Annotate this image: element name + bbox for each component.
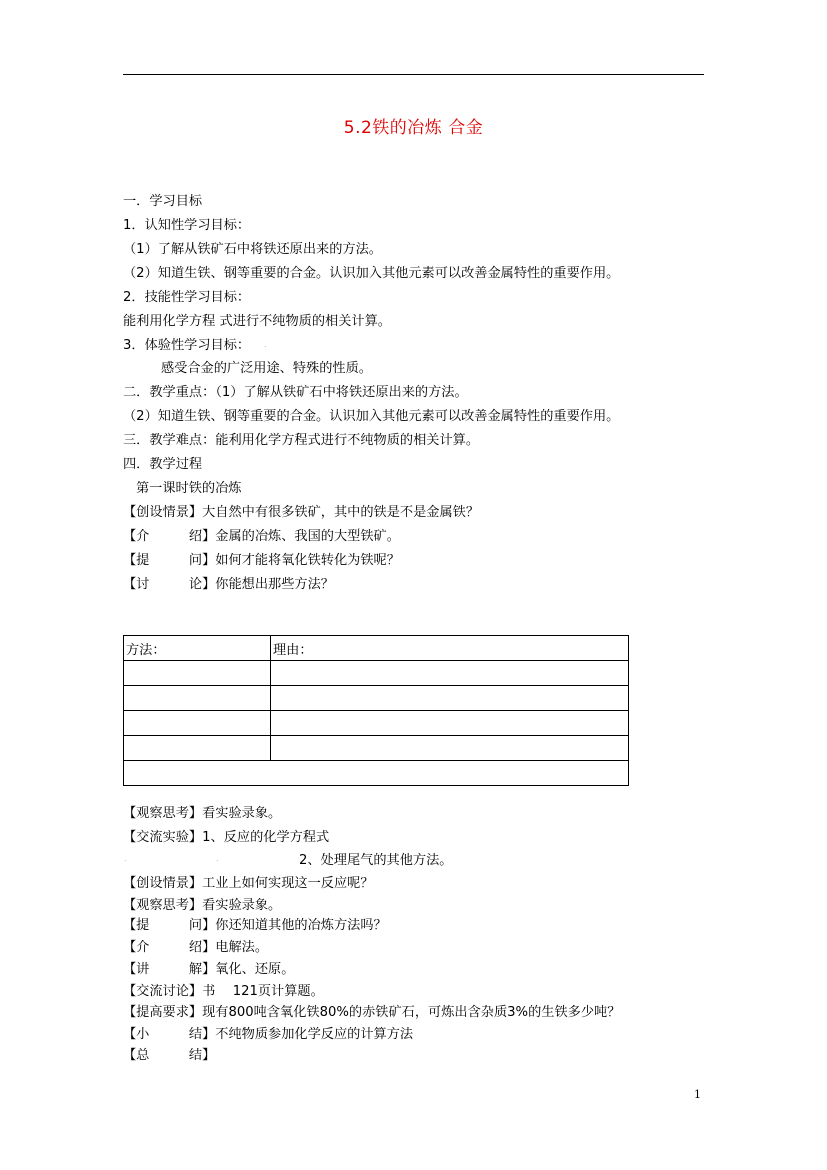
lesson1-title: 第一课时铁的冶炼 [136,481,242,496]
table-cell [124,661,271,686]
process-p4: 【讨 论】你能想出那些方法？ [123,577,334,592]
goal3-item1: 感受合金的广泛用途、特殊的性质。 [161,361,372,376]
after-a6: 【提 问】你还知道其他的冶炼方法吗？ [123,918,387,933]
table-row [124,686,629,711]
document-title: 5.2铁的冶炼 合金 [343,118,484,138]
goal2-item1: 能利用化学方程 式进行不纯物质的相关计算。 [123,314,391,329]
table-row [124,711,629,736]
stray-mark: . [216,854,219,863]
methods-table [123,635,629,786]
goal1-item1: （1）了解从铁矿石中将铁还原出来的方法。 [123,242,382,257]
after-a5: 【观察思考】看实验录象。 [123,898,282,913]
after-a8: 【讲 解】氧化、还原。 [123,962,295,977]
key-points-line1: 二．教学重点：（1）了解从铁矿石中将铁还原出来的方法。 [123,385,468,400]
table-row [124,736,629,761]
goal1-item2: （2）知道生铁、钢等重要的合金。认识加入其他元素可以改善金属特性的重要作用。 [123,266,620,281]
table-cell [271,686,629,711]
table-row [124,636,629,661]
after-a4: 【创设情景】工业上如何实现这一反应呢？ [123,876,374,891]
table-cell [124,686,271,711]
stray-mark: . [264,340,267,349]
goal3-title: 3．体验性学习目标： [123,338,251,353]
header-method: 方法： [124,636,271,661]
difficulty-line: 三．教学难点：能利用化学方程式进行不纯物质的相关计算。 [123,433,480,448]
after-a12: 【总 结】 [123,1048,216,1063]
section4-heading: 四．教学过程 [123,457,203,472]
goal1-title: 1．认知性学习目标： [123,218,251,233]
table-cell [271,711,629,736]
section1-heading: 一．学习目标 [123,194,203,209]
table-row [124,661,629,686]
after-a2: 【交流实验】1、反应的化学方程式 [123,830,330,845]
page-number: 1 [694,1088,701,1101]
after-a10: 【提高要求】现有800吨含氧化铁80%的赤铁矿石，可炼出含杂质3%的生铁多少吨？ [123,1005,621,1020]
table-cell [271,736,629,761]
stray-mark: . [124,854,127,863]
table-cell [124,711,271,736]
key-points-line2: （2）知道生铁、钢等重要的合金。认识加入其他元素可以改善金属特性的重要作用。 [123,409,620,424]
after-a3: 2、处理尾气的其他方法。 [299,853,453,868]
process-p3: 【提 问】如何才能将氧化铁转化为铁呢？ [123,553,400,568]
header-reason: 理由： [271,636,629,661]
after-a7: 【介 绍】电解法。 [123,940,269,955]
table-cell [271,661,629,686]
after-a1: 【观察思考】看实验录象。 [123,806,282,821]
table-cell [124,736,271,761]
after-a11: 【小 结】不纯物质参加化学反应的计算方法 [123,1027,414,1042]
process-p2: 【介 绍】金属的冶炼、我国的大型铁矿。 [123,529,400,544]
header-rule [123,74,704,75]
goal2-title: 2．技能性学习目标： [123,290,251,305]
table-cell [124,761,629,786]
process-p1: 【创设情景】大自然中有很多铁矿，其中的铁是不是金属铁？ [123,505,480,520]
after-a9: 【交流讨论】书 121页计算题。 [123,984,324,999]
table-row [124,761,629,786]
